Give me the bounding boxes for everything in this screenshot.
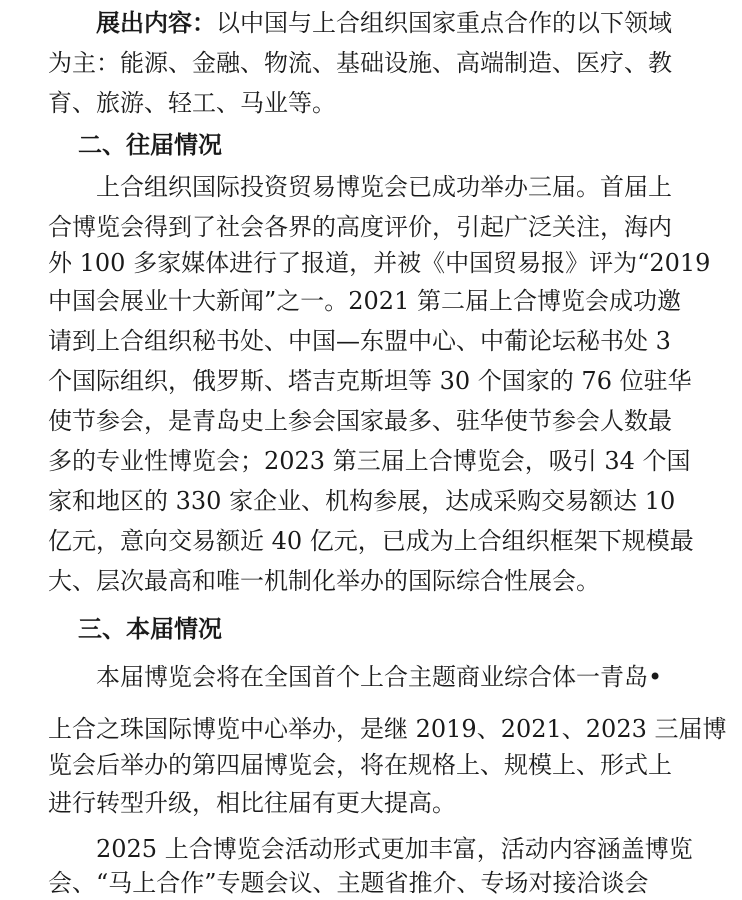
text-line: 育、旅游、轻工、马业等。 — [48, 89, 336, 117]
paragraph-line — [0, 866, 694, 900]
paragraph-line — [0, 444, 694, 478]
text-line: 进行转型升级，相比往届有更大提高。 — [48, 789, 456, 817]
paragraph-line — [0, 404, 694, 438]
text-line: 中国会展业十大新闻”之一。2021 第二届上合博览会成功邀 — [48, 287, 681, 315]
text-line: 多的专业性博览会；2023 第三届上合博览会，吸引 34 个国 — [48, 447, 691, 475]
text-line: 个国际组织，俄罗斯、塔吉克斯坦等 30 个国家的 76 位驻华 — [48, 367, 692, 395]
paragraph-line — [0, 210, 694, 244]
text-line: 为主：能源、金融、物流、基础设施、高端制造、医疗、教 — [48, 49, 672, 77]
paragraph-line — [0, 564, 694, 598]
text-line: 2025 上合博览会活动形式更加丰富，活动内容涵盖博览 — [96, 835, 693, 863]
section-heading — [0, 128, 724, 162]
text-line: 家和地区的 330 家企业、机构参展，达成采购交易额达 10 — [48, 487, 676, 515]
section-two-title: 二、往届情况 — [78, 131, 222, 159]
paragraph-line — [0, 6, 742, 40]
paragraph-line — [0, 246, 711, 280]
text-line: 本届博览会将在全国首个上合主题商业综合体一青岛• — [96, 663, 663, 691]
paragraph-line — [0, 86, 694, 120]
paragraph-line — [0, 786, 694, 820]
text-line: 大、层次最高和唯一机制化举办的国际综合性展会。 — [48, 567, 600, 595]
section-heading — [0, 612, 724, 646]
paragraph-line — [0, 324, 694, 358]
text-line: 上合组织国际投资贸易博览会已成功举办三届。首届上 — [96, 173, 672, 201]
paragraph-line — [0, 524, 694, 558]
paragraph-line — [0, 660, 742, 694]
text-line: 会、“马上合作”专题会议、主题省推介、专场对接洽谈会 — [48, 869, 649, 897]
text-line: 亿元，意向交易额近 40 亿元，已成为上合组织框架下规模最 — [48, 527, 694, 555]
paragraph-line — [0, 484, 694, 518]
text-line: 以中国与上合组织国家重点合作的以下领域 — [216, 9, 672, 37]
paragraph-line — [0, 46, 694, 80]
paragraph-line — [0, 748, 694, 782]
paragraph-line — [0, 170, 742, 204]
text-line: 请到上合组织秘书处、中国—东盟中心、中葡论坛秘书处 3 — [48, 327, 671, 355]
text-line: 外 100 多家媒体进行了报道，并被《中国贸易报》评为“2019 — [48, 249, 711, 277]
text-line: 上合之珠国际博览中心举办，是继 2019、2021、2023 三届博 — [48, 715, 727, 743]
text-line: 使节参会，是青岛史上参会国家最多、驻华使节参会人数最 — [48, 407, 672, 435]
section-three-title: 三、本届情况 — [78, 615, 222, 643]
paragraph-line — [0, 832, 742, 866]
text-line: 览会后举办的第四届博览会，将在规格上、规模上、形式上 — [48, 751, 672, 779]
exhibit-content-label: 展出内容： — [96, 9, 216, 37]
text-line: 合博览会得到了社会各界的高度评价，引起广泛关注，海内 — [48, 213, 672, 241]
paragraph-line — [0, 284, 694, 318]
paragraph-line — [0, 364, 694, 398]
paragraph-line — [0, 712, 727, 746]
